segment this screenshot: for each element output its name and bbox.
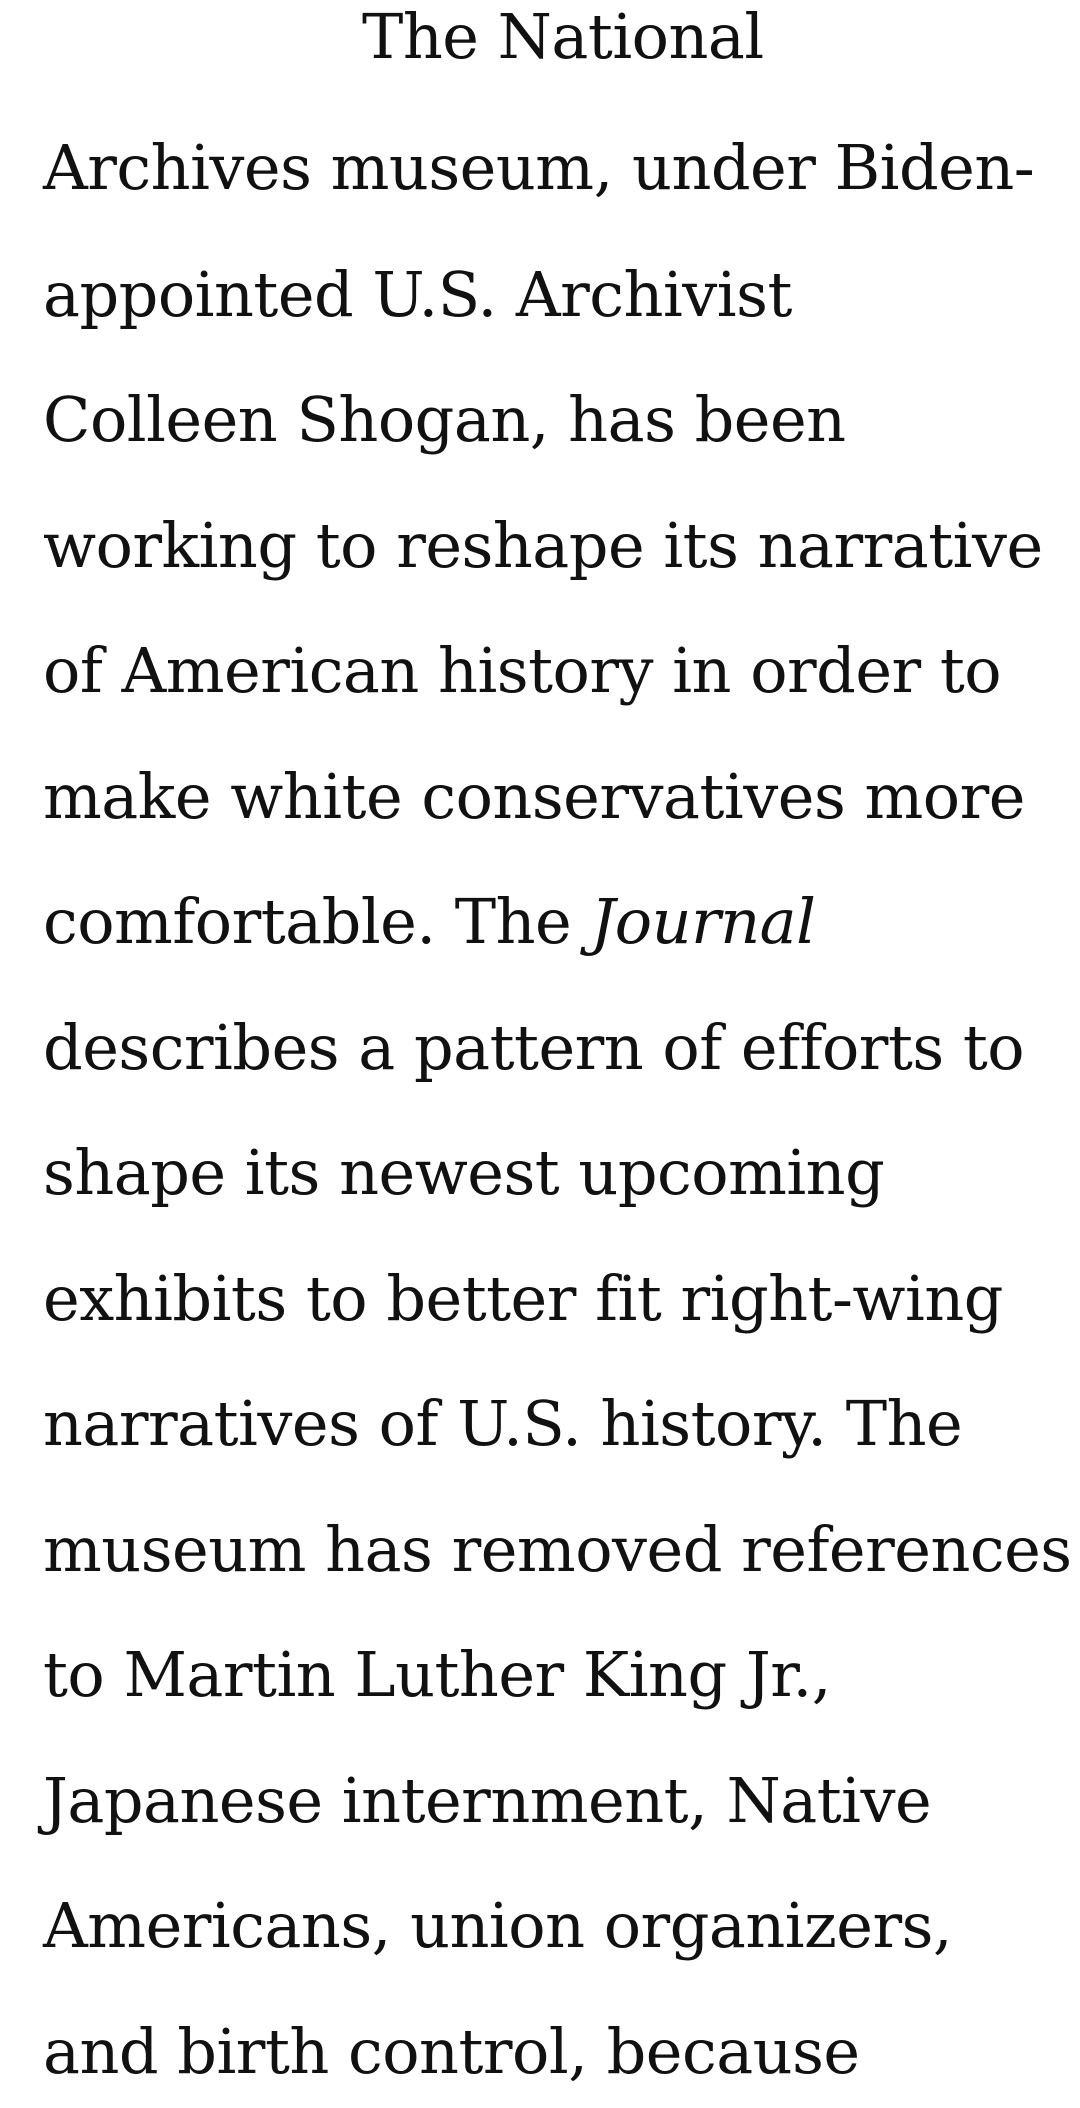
paragraph-line: describes a pattern of efforts to [43, 1011, 1025, 1084]
paragraph-line: Japanese internment, Native [43, 1764, 932, 1837]
paragraph-line: Americans, union organizers, [43, 1889, 953, 1962]
paragraph-line: appointed U.S. Archivist [43, 258, 792, 331]
paragraph-line: museum has removed references [43, 1513, 1072, 1586]
paragraph-line: of American history in order to [43, 634, 1002, 707]
publication-name: Journal [590, 885, 816, 958]
paragraph-line: Colleen Shogan, has been [43, 383, 846, 456]
paragraph-line: exhibits to better fit right-wing [43, 1262, 1003, 1335]
paragraph-line: shape its newest upcoming [43, 1136, 885, 1209]
paragraph-line: make white conservatives more [43, 760, 1025, 833]
paragraph-line [43, 885, 816, 958]
paragraph-text: comfortable. The [43, 885, 572, 958]
paragraph-line: working to reshape its narrative [43, 509, 1043, 582]
paragraph-line: to Martin Luther King Jr., [43, 1638, 831, 1711]
paragraph-line: narratives of U.S. history. The [43, 1387, 963, 1460]
paragraph-line: Archives museum, under Biden- [43, 131, 1035, 204]
paragraph-line: The National [362, 0, 764, 73]
paragraph-line: and birth control, because [43, 2015, 860, 2088]
